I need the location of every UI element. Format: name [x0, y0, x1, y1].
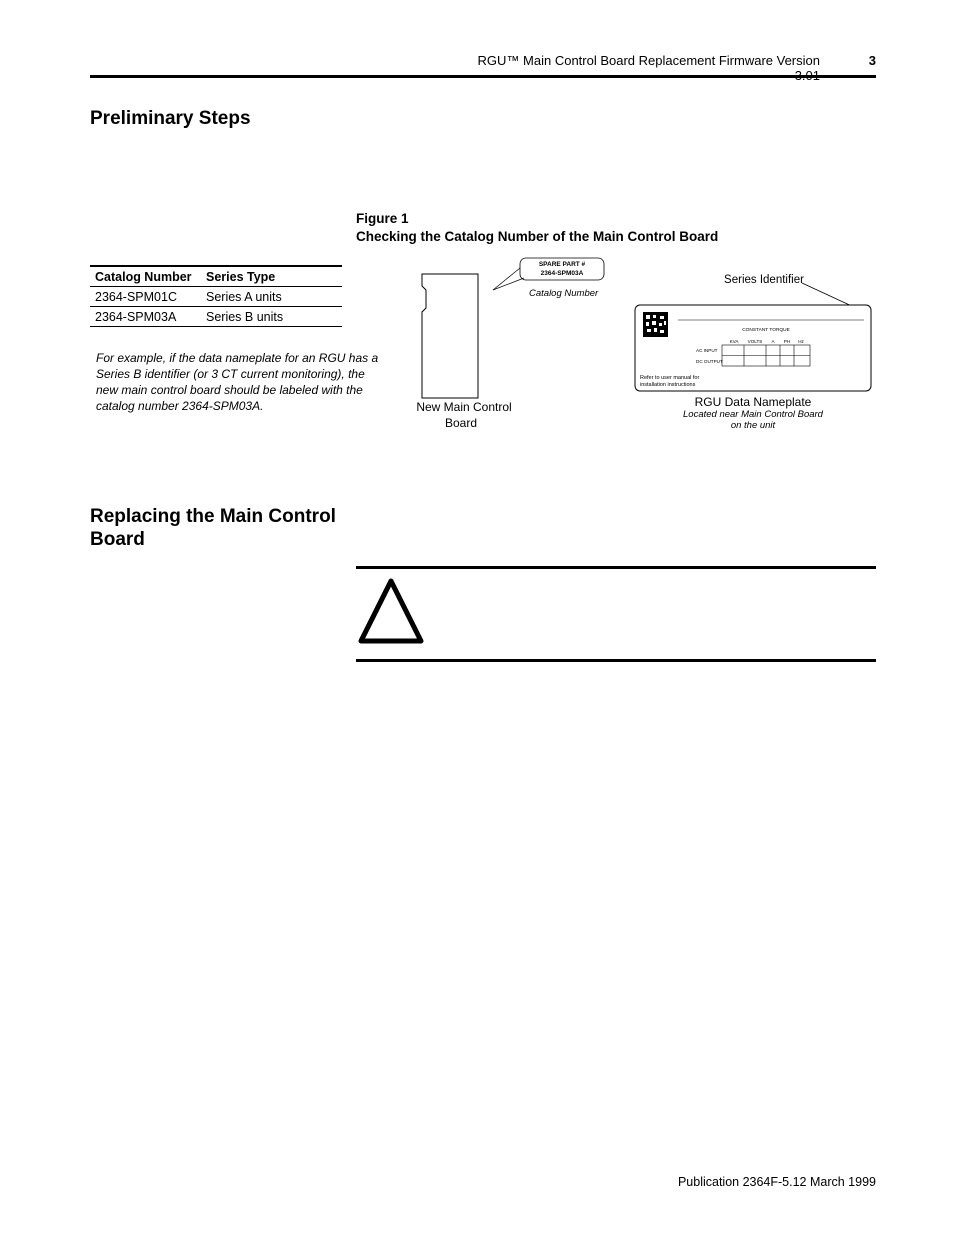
figure-illustration	[356, 250, 886, 440]
attention-rule-top	[356, 566, 876, 569]
attention-rule-bottom	[356, 659, 876, 662]
qr-code-graphic	[643, 312, 668, 337]
nameplate-col-label: A	[771, 339, 775, 344]
spare-part-number-text: 2364-SPM03A	[540, 270, 584, 277]
nameplate-label: RGU Data Nameplate	[694, 395, 812, 409]
section-heading-preliminary-steps: Preliminary Steps	[90, 108, 251, 129]
callout-line	[802, 283, 856, 308]
catalog-table	[90, 265, 342, 327]
nameplate-col-label: KVA	[729, 339, 739, 344]
nameplate-title: CONSTANT TORQUE	[742, 328, 790, 333]
nameplate-sublabel-line2: on the unit	[730, 420, 776, 431]
nameplate-col-label: PH	[783, 339, 791, 344]
main-control-board-drawing	[422, 274, 478, 398]
nameplate-note-line1: Refer to user manual for	[640, 375, 700, 381]
section-heading-replacing-main-control-board: Replacing the Main Control Board	[90, 506, 336, 550]
board-label-line2: Board	[444, 416, 478, 430]
publication-footer: Publication 2364F-5.12 March 1999	[677, 1175, 876, 1189]
table-header-series-type: Series Type	[206, 269, 276, 284]
table-row	[90, 307, 342, 327]
page-number: 3	[868, 53, 876, 68]
nameplate-col-label: VOLTS	[747, 339, 763, 344]
table-cell: 2364-SPM01C	[95, 289, 177, 304]
figure-title: Checking the Catalog Number of the Main Control Board	[356, 229, 719, 244]
table-cell: 2364-SPM03A	[95, 309, 177, 324]
header-rule	[90, 75, 876, 78]
board-label-line1: New Main Control	[416, 400, 512, 414]
warning-triangle-icon	[357, 577, 425, 645]
table-cell: Series B units	[206, 309, 284, 324]
example-note: For example, if the data nameplate for an RGU has a Series B identifier (or 3 CT current monitoring), the new main control board should be labeled with the catalog number 2364-SPM03A.	[96, 351, 379, 413]
table-cell: Series A units	[206, 289, 282, 304]
figure-number: Figure 1	[356, 211, 409, 226]
table-header-catalog-number: Catalog Number	[95, 269, 192, 284]
running-header-title: RGU™ Main Control Board Replacement Firmware Version	[477, 53, 820, 68]
figure-caption	[356, 210, 718, 246]
nameplate-col-label: Hz	[798, 339, 804, 344]
callout-line	[493, 268, 520, 290]
nameplate-row-label: AC INPUT	[696, 348, 718, 353]
table-header-row	[90, 266, 342, 287]
catalog-number-callout: Catalog Number	[529, 288, 599, 299]
nameplate-sublabel-line1: Located near Main Control Board	[683, 409, 823, 420]
callout-line	[493, 278, 524, 290]
nameplate-row-label: DC OUTPUT	[696, 359, 723, 364]
spare-part-label-text: SPARE PART #	[538, 261, 586, 268]
series-identifier-callout: Series Identifier	[724, 274, 804, 286]
nameplate-note-line2: installation instructions	[640, 382, 696, 388]
table-row	[90, 287, 342, 307]
